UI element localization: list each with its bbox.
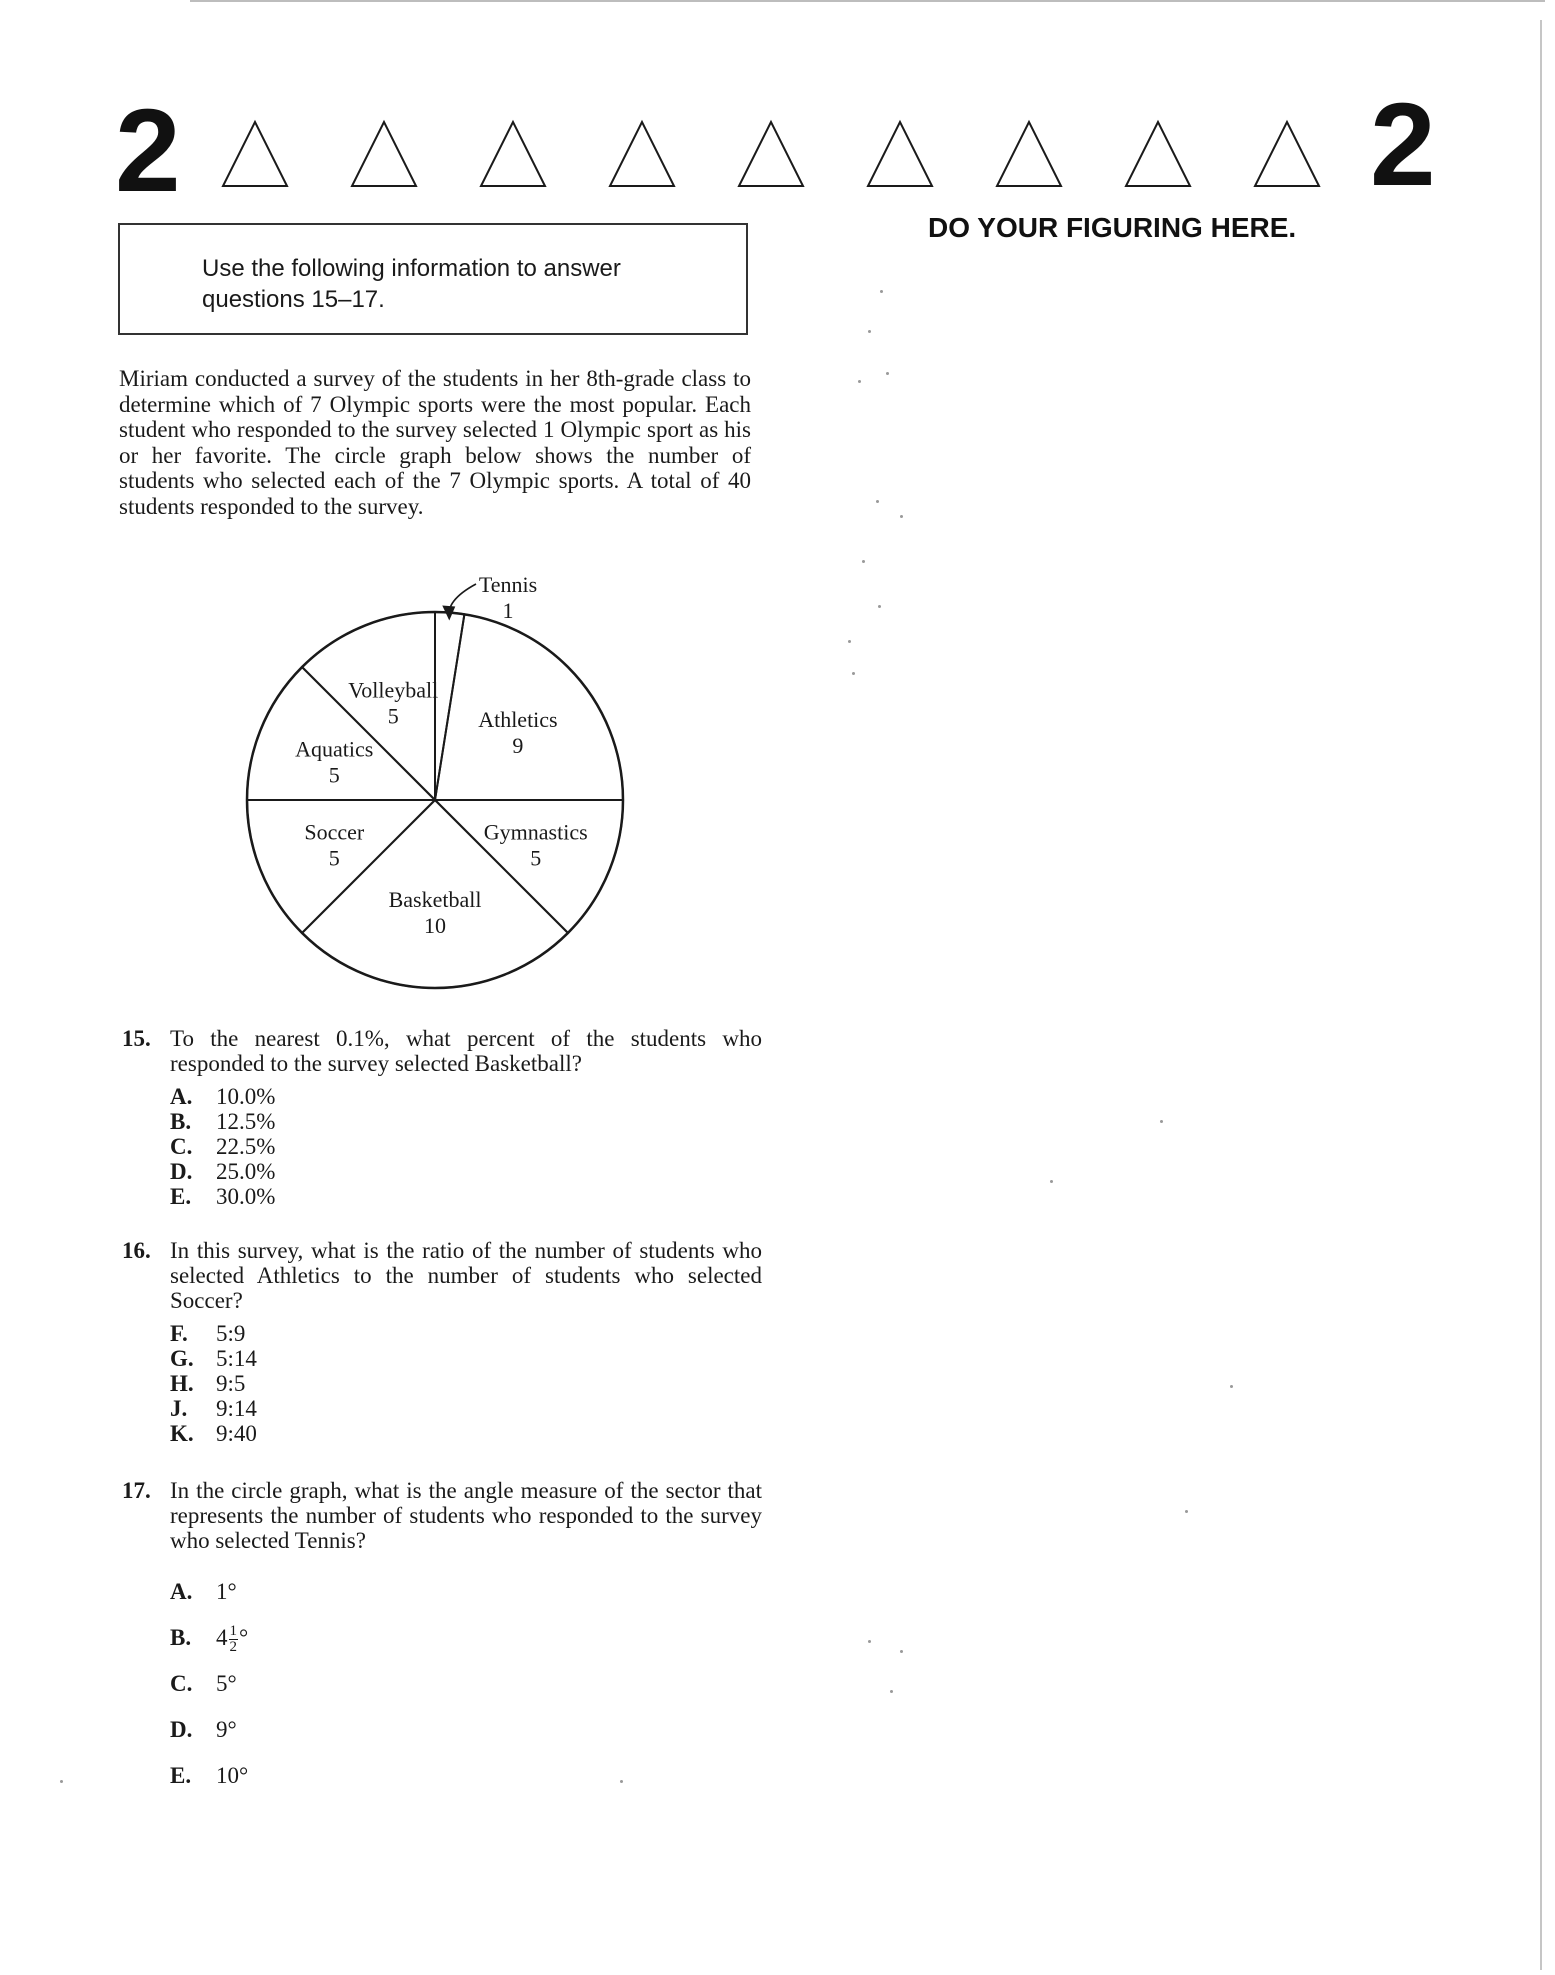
- option-text: 10.0%: [216, 1084, 276, 1109]
- intro-paragraph: Miriam conducted a survey of the students in her 8th-grade class to determine which of 7 Olympic sports were the most popular. Each student who responded to the survey selected 1 Olympic sport as his or her favorite. The circle graph below shows the number of students who selected each of the 7 Olympic sports. A total of 40 students responded to the survey.: [119, 366, 751, 519]
- answer-option: [170, 1346, 762, 1371]
- top-scan-rule: [190, 0, 1545, 2]
- option-text: 9:40: [216, 1421, 257, 1446]
- slice-label-soccer: Soccer: [304, 819, 365, 845]
- option-text: 5:14: [216, 1346, 257, 1371]
- scan-speck: [1230, 1385, 1233, 1388]
- option-letter: A.: [170, 1084, 193, 1109]
- triangle-outline-icon: [478, 118, 548, 190]
- fraction: [229, 1624, 239, 1655]
- slice-value-soccer: 5: [328, 845, 340, 871]
- answer-option: [170, 1371, 762, 1396]
- scan-speck: [878, 605, 881, 608]
- answer-option: [170, 1661, 762, 1707]
- question-16: [122, 1238, 762, 1446]
- answer-option: [170, 1184, 762, 1209]
- answer-option: [170, 1321, 762, 1346]
- option-letter: H.: [170, 1371, 194, 1396]
- option-letter: E.: [170, 1763, 192, 1788]
- figuring-label: DO YOUR FIGURING HERE.: [928, 212, 1297, 243]
- scan-speck: [890, 1690, 893, 1693]
- slice-value-gymnastics: 5: [530, 845, 542, 871]
- answer-option: [170, 1569, 762, 1615]
- scan-speck: [1185, 1510, 1188, 1513]
- option-text: 25.0%: [216, 1159, 276, 1184]
- slice-value-volleyball: 5: [387, 703, 399, 729]
- option-letter: C.: [170, 1134, 193, 1159]
- option-text: 5°: [216, 1671, 237, 1696]
- fraction-numerator: 1: [229, 1623, 237, 1640]
- triangle-outline-icon: [994, 118, 1064, 190]
- answer-options: [170, 1321, 762, 1446]
- section-number-right: 2: [1370, 79, 1436, 211]
- question-17: [122, 1478, 762, 1799]
- scan-speck: [868, 1640, 871, 1643]
- answer-option: [170, 1109, 762, 1134]
- question-stem: In this survey, what is the ratio of the number of students who selected Athletics to the number of students who selected Soccer?: [170, 1238, 762, 1313]
- triangle-outline-icon: [865, 118, 935, 190]
- option-letter: F.: [170, 1321, 188, 1346]
- answer-options: [170, 1084, 762, 1209]
- slice-label-basketball: Basketball: [388, 887, 482, 913]
- scan-speck: [1050, 1180, 1053, 1183]
- scan-speck: [858, 380, 861, 383]
- triangle-outline-icon: [736, 118, 806, 190]
- option-letter: B.: [170, 1625, 192, 1650]
- scan-speck: [862, 560, 865, 563]
- option-letter: D.: [170, 1717, 193, 1742]
- triangle-outline-icon: [1123, 118, 1193, 190]
- option-text: [216, 1623, 249, 1656]
- option-letter: B.: [170, 1109, 192, 1134]
- answer-options: [170, 1569, 762, 1799]
- answer-option: [170, 1084, 762, 1109]
- answer-option: [170, 1707, 762, 1753]
- answer-option: [170, 1753, 762, 1799]
- answer-option: [170, 1615, 762, 1661]
- triangle-outline-icon: [607, 118, 677, 190]
- mixed-number-whole: 4: [216, 1625, 228, 1650]
- question-number: 16.: [122, 1238, 151, 1263]
- info-box-text: Use the following information to answer questions 15–17.: [202, 255, 621, 313]
- pie-slice-volleyball: [302, 612, 435, 800]
- answer-option: [170, 1159, 762, 1184]
- option-text: 10°: [216, 1763, 249, 1788]
- scan-speck: [868, 330, 871, 333]
- slice-label-athletics: Athletics: [478, 707, 558, 733]
- section-number-left: 2: [115, 85, 181, 217]
- triangle-outline-icon: [349, 118, 419, 190]
- scan-speck: [900, 1650, 903, 1653]
- pie-chart: [230, 560, 650, 1000]
- scan-speck: [900, 515, 903, 518]
- slice-value-basketball: 10: [424, 913, 446, 939]
- slice-value-aquatics: 5: [328, 762, 340, 788]
- scan-speck: [876, 500, 879, 503]
- question-stem: In the circle graph, what is the angle measure of the sector that represents the number of students who responded to the survey who selected Tennis?: [170, 1478, 762, 1553]
- scan-speck: [1160, 1120, 1163, 1123]
- option-text: 1°: [216, 1579, 237, 1604]
- slice-value-athletics: 9: [512, 733, 524, 759]
- option-letter: E.: [170, 1184, 192, 1209]
- scan-speck: [60, 1780, 63, 1783]
- slice-label-tennis: Tennis: [478, 572, 538, 597]
- option-text: 12.5%: [216, 1109, 276, 1134]
- triangle-outline-icon: [1252, 118, 1322, 190]
- fraction-denominator: 2: [229, 1639, 237, 1656]
- question-number: 15.: [122, 1026, 151, 1051]
- answer-option: [170, 1421, 762, 1446]
- answer-option: [170, 1396, 762, 1421]
- option-letter: C.: [170, 1671, 193, 1696]
- scan-speck: [880, 290, 883, 293]
- scan-speck: [848, 640, 851, 643]
- option-text: 30.0%: [216, 1184, 276, 1209]
- option-letter: G.: [170, 1346, 194, 1371]
- slice-label-gymnastics: Gymnastics: [483, 819, 588, 845]
- slice-label-volleyball: Volleyball: [348, 677, 439, 703]
- option-letter: K.: [170, 1421, 194, 1446]
- option-letter: A.: [170, 1579, 193, 1604]
- scan-speck: [886, 372, 889, 375]
- scan-speck: [620, 1780, 623, 1783]
- triangle-outline-icon: [220, 118, 290, 190]
- question-number: 17.: [122, 1478, 151, 1503]
- unit: °: [239, 1625, 249, 1650]
- scan-speck: [852, 672, 855, 675]
- right-scan-rule: [1540, 20, 1542, 1970]
- option-letter: D.: [170, 1159, 193, 1184]
- question-15: [122, 1026, 762, 1209]
- answer-option: [170, 1134, 762, 1159]
- info-box: [118, 223, 748, 335]
- option-letter: J.: [170, 1396, 188, 1421]
- option-text: 9°: [216, 1717, 237, 1742]
- slice-value-tennis: 1: [502, 598, 514, 623]
- option-text: 9:5: [216, 1371, 246, 1396]
- slice-label-aquatics: Aquatics: [295, 736, 374, 762]
- triangle-row: [220, 118, 1340, 198]
- option-text: 9:14: [216, 1396, 257, 1421]
- option-text: 5:9: [216, 1321, 246, 1346]
- option-text: 22.5%: [216, 1134, 276, 1159]
- question-stem: To the nearest 0.1%, what percent of the students who responded to the survey selected Basketball?: [170, 1026, 762, 1076]
